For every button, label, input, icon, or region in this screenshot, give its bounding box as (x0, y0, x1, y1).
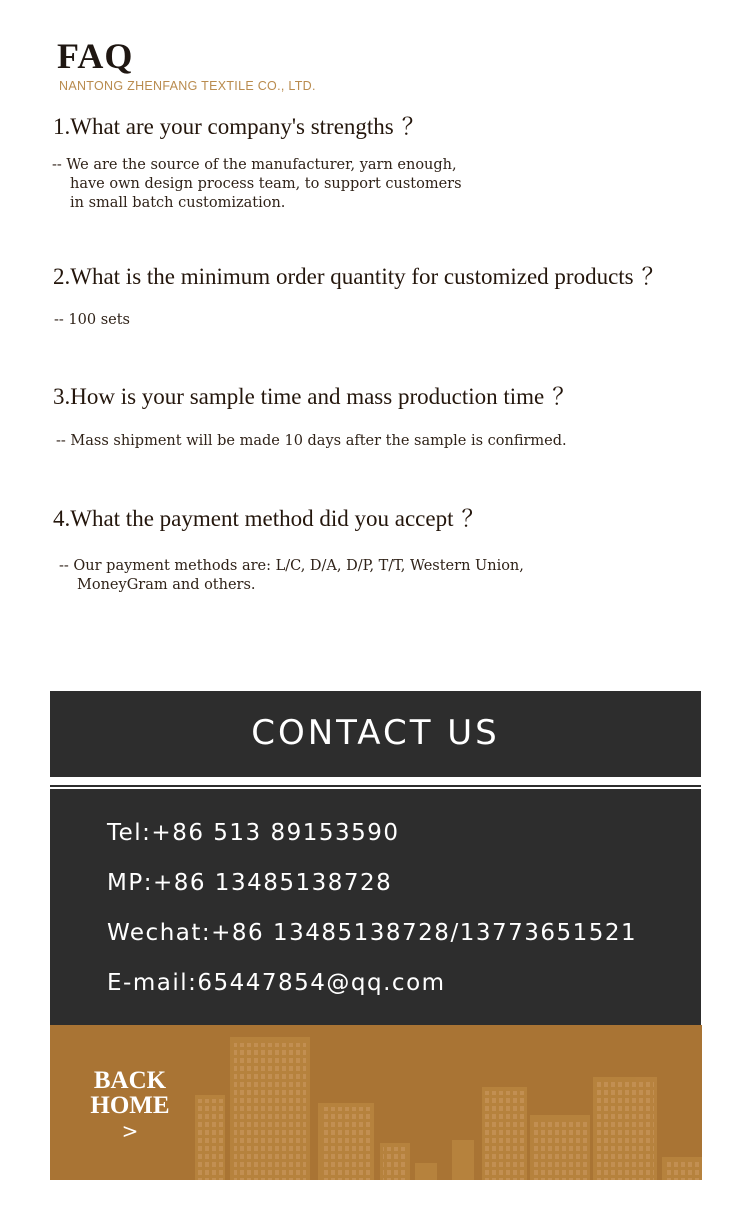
faq-question-1-text: 1.What are your company's strengths (53, 114, 394, 139)
faq-answer-2 (54, 311, 130, 330)
faq-question-1 (53, 113, 425, 141)
faq-title: FAQ (57, 36, 134, 76)
faq-answer-4 (59, 557, 524, 595)
back-home-label-1: BACK (93, 1067, 167, 1094)
faq-answer-3 (56, 432, 567, 451)
faq-answer-1 (52, 156, 462, 213)
contact-mp: MP:+86 13485138728 (107, 870, 393, 896)
faq-answer-3-line-1: -- Mass shipment will be made 10 days after the sample is confirmed. (56, 433, 567, 449)
faq-answer-1-line-2: have own design process team, to support customers (70, 176, 462, 192)
faq-answer-2-line-1: -- 100 sets (54, 312, 130, 328)
faq-question-3-text: 3.How is your sample time and mass production time (53, 384, 545, 409)
footer-banner (50, 1025, 702, 1180)
divider (50, 777, 701, 787)
contact-email: E-mail:65447854@qq.com (107, 970, 446, 996)
contact-title: CONTACT US (251, 713, 500, 753)
faq-answer-4-line-2: MoneyGram and others. (77, 577, 256, 593)
contact-wechat: Wechat:+86 13485138728/13773651521 (107, 920, 638, 946)
contact-info (50, 789, 701, 1025)
contact-tel: Tel:+86 513 89153590 (107, 820, 400, 846)
question-mark: ？ (461, 506, 485, 531)
faq-answer-1-line-3: in small batch customization. (70, 195, 286, 211)
faq-question-4-text: 4.What the payment method did you accept (53, 506, 454, 531)
question-mark: ？ (401, 114, 425, 139)
question-mark: ？ (552, 384, 576, 409)
contact-header (50, 691, 701, 777)
back-home-label-2: HOME (90, 1092, 170, 1119)
back-home-button[interactable] (80, 1068, 180, 1144)
faq-question-2-text: 2.What is the minimum order quantity for customized products (53, 264, 634, 289)
faq-question-4 (53, 505, 484, 533)
faq-answer-4-line-1: -- Our payment methods are: L/C, D/A, D/P, T/T, Western Union, (59, 558, 524, 574)
faq-question-2 (53, 263, 665, 291)
faq-question-3 (53, 383, 575, 411)
faq-answer-1-line-1: -- We are the source of the manufacturer, yarn enough, (52, 157, 457, 173)
question-mark: ？ (641, 264, 665, 289)
company-name: NANTONG ZHENFANG TEXTILE CO., LTD. (59, 79, 316, 93)
chevron-right-icon: > (121, 1119, 139, 1143)
